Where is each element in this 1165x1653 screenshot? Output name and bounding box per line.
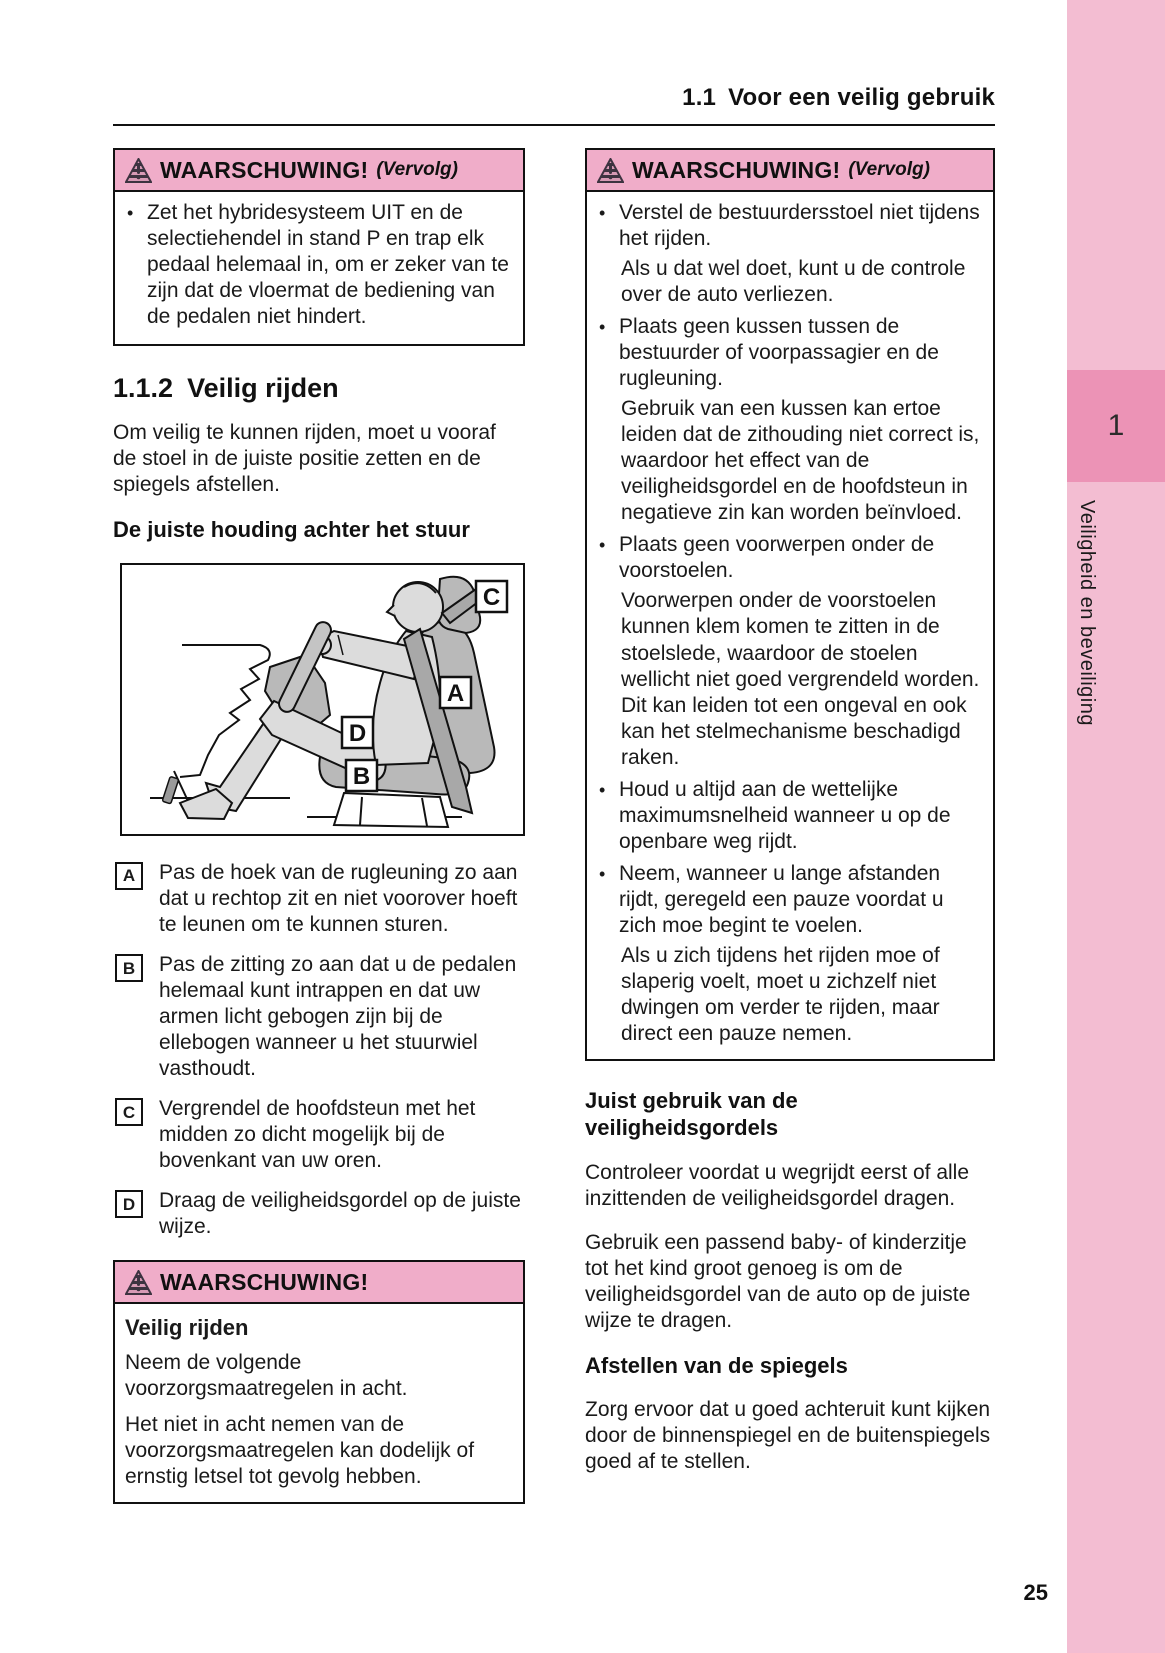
bullet-marker: • — [599, 203, 606, 223]
definition-item-a — [113, 860, 525, 938]
bullet-marker: • — [599, 863, 606, 884]
svg-text:C: C — [482, 583, 501, 611]
warning-bullet — [595, 532, 983, 584]
svg-text:D: D — [348, 719, 367, 747]
chapter-number: 1 — [1107, 409, 1125, 442]
warning-header — [587, 150, 993, 192]
left-column — [113, 148, 525, 1530]
warning-sub-paragraph: Als u dat wel doet, kunt u de controle over de auto verliezen. — [621, 257, 966, 307]
warning-body — [115, 192, 523, 344]
warning-triangle-icon — [125, 1270, 152, 1295]
definition-key-a: A — [115, 862, 143, 890]
warning-bullet-text: Plaats geen voorwerpen onder de voorstoelen. — [619, 533, 935, 583]
warning-continued-label: (Vervolg) — [848, 159, 930, 181]
warning-title: WAARSCHUWING! — [160, 1269, 369, 1296]
paragraph-mirrors: Zorg ervoor dat u goed achteruit kunt kijken door de binnenspiegel en de buitenspiegels goed af te stellen. — [585, 1397, 991, 1474]
warning-box-continued-right — [585, 148, 995, 1061]
svg-text:A: A — [446, 679, 465, 707]
bullet-marker: • — [599, 535, 606, 556]
definition-text-a: Pas de hoek van de rugleuning zo aan dat u rechtop zit en niet voorover hoeft te leunen om te kunnen sturen. — [159, 860, 518, 937]
warning-bullet — [595, 777, 983, 855]
definition-item-d — [113, 1188, 525, 1240]
warning-sub-paragraph: Voorwerpen onder de voorstoelen kunnen klem komen te zitten in de stoelslede, waardoor de stoelen wellicht niet goed vergrendeld worden. Dit kan leiden tot een ongeval en ook kan het stelmechanisme beschadigd raken. — [621, 589, 980, 769]
warning-bullet-text: Verstel de bestuurdersstoel niet tijdens het rijden. — [619, 201, 980, 251]
definition-key-b: B — [115, 954, 143, 982]
section-number: 1.1.2 — [113, 373, 174, 404]
warning-bullet — [595, 861, 983, 939]
seat-illustration — [122, 565, 523, 834]
warning-bullet-text: Plaats geen kussen tussen de bestuurder of voorpassagier en de rugleuning. — [619, 315, 939, 391]
warning-bullet-text: Houd u altijd aan de wettelijke maximumsnelheid wanneer u op de openbare weg rijdt. — [619, 777, 951, 853]
warning-title: WAARSCHUWING! — [160, 156, 369, 183]
header-rule — [113, 124, 995, 126]
warning-header — [115, 150, 523, 192]
warning-bullet-text: Neem, wanneer u lange afstanden rijdt, geregeld een pauze voordat u zich moe begint te voelen. — [619, 861, 944, 937]
page-number: 25 — [1023, 1580, 1048, 1605]
paragraph-seatbelt-1: Controleer voordat u wegrijdt eerst of alle inzittenden de veiligheidsgordel dragen. — [585, 1160, 970, 1210]
warning-continued-label: (Vervolg) — [376, 159, 458, 181]
heading-mirror-adjustment: Afstellen van de spiegels — [585, 1352, 848, 1378]
bullet-marker: • — [127, 203, 134, 223]
warning-paragraph: Neem de volgende voorzorgsmaatregelen in acht. — [125, 1350, 408, 1400]
section-heading — [113, 372, 525, 405]
warning-triangle-icon — [597, 158, 624, 183]
warning-bullet — [595, 314, 983, 392]
figure-label-b — [346, 760, 377, 791]
page-header-title — [113, 84, 995, 112]
header-section-number: 1.1 — [682, 84, 717, 111]
warning-box-continued-left — [113, 148, 525, 346]
definition-item-c — [113, 1096, 525, 1174]
figure-label-d — [342, 717, 373, 748]
warning-sub-paragraph: Gebruik van een kussen kan ertoe leiden dat de zithouding niet correct is, waardoor het effect van de veiligheidsgordel en de hoofdsteun in negatieve zin kan worden beïnvloed. — [621, 397, 980, 525]
definition-text-b: Pas de zitting zo aan dat u de pedalen helemaal kunt intrappen en dat uw armen licht gebogen zijn bij de ellebogen wanneer u het stuurwiel vasthoudt. — [159, 953, 517, 1081]
warning-body — [115, 1304, 523, 1501]
bullet-marker: • — [599, 317, 606, 338]
warning-paragraph: Het niet in acht nemen van de voorzorgsmaatregelen kan dodelijk of ernstig letsel tot gevolg hebben. — [125, 1412, 475, 1488]
warning-bullet-text: Zet het hybridesysteem UIT en de selectiehendel in stand P en trap elk pedaal helemaal in, om er zeker van te zijn dat de vloermat de bediening van de pedalen niet hindert. — [147, 201, 509, 329]
definition-key-c: C — [115, 1098, 143, 1126]
heading-seatbelt-use: Juist gebruik van de veiligheidsgordels — [585, 1087, 798, 1141]
warning-bullet — [123, 200, 513, 330]
paragraph-seatbelt-2: Gebruik een passend baby- of kinderzitje tot het kind groot genoeg is om de veiligheidsgordel van de auto op de juiste wijze te dragen. — [585, 1230, 971, 1332]
warning-body — [587, 192, 993, 1059]
definition-item-b — [113, 952, 525, 1082]
figure-label-a — [440, 677, 471, 708]
subsection-heading-posture: De juiste houding achter het stuur — [113, 516, 470, 542]
figure-label-c — [476, 581, 507, 612]
chapter-sidebar — [1067, 0, 1165, 1653]
definition-text-c: Vergrendel de hoofdsteun met het midden zo dicht mogelijk bij de bovenkant van uw oren. — [159, 1097, 476, 1173]
warning-triangle-icon — [125, 158, 152, 183]
warning-sub-paragraph: Als u zich tijdens het rijden moe of slaperig voelt, moet u zichzelf niet dwingen om verder te rijden, maar direct een pauze nemen. — [621, 943, 940, 1045]
section-title: Veilig rijden — [187, 373, 339, 404]
warning-bullet — [595, 200, 983, 252]
chapter-tab — [1067, 370, 1165, 482]
svg-text:B: B — [352, 762, 371, 790]
chapter-title-vertical: Veiligheid en beveiliging — [1076, 500, 1098, 726]
right-column — [585, 148, 995, 1493]
warning-topic-heading: Veilig rijden — [125, 1315, 249, 1341]
warning-title: WAARSCHUWING! — [632, 156, 841, 183]
bullet-marker: • — [599, 779, 606, 800]
warning-header — [115, 1262, 523, 1304]
definition-key-d: D — [115, 1190, 143, 1218]
definition-text-d: Draag de veiligheidsgordel op de juiste wijze. — [159, 1189, 521, 1239]
section-intro-paragraph: Om veilig te kunnen rijden, moet u vooraf de stoel in de juiste positie zetten en de spiegels afstellen. — [113, 420, 496, 496]
header-section-text: Voor een veilig gebruik — [728, 84, 995, 111]
driving-position-figure — [120, 563, 525, 836]
warning-box-bottom-left — [113, 1260, 525, 1503]
